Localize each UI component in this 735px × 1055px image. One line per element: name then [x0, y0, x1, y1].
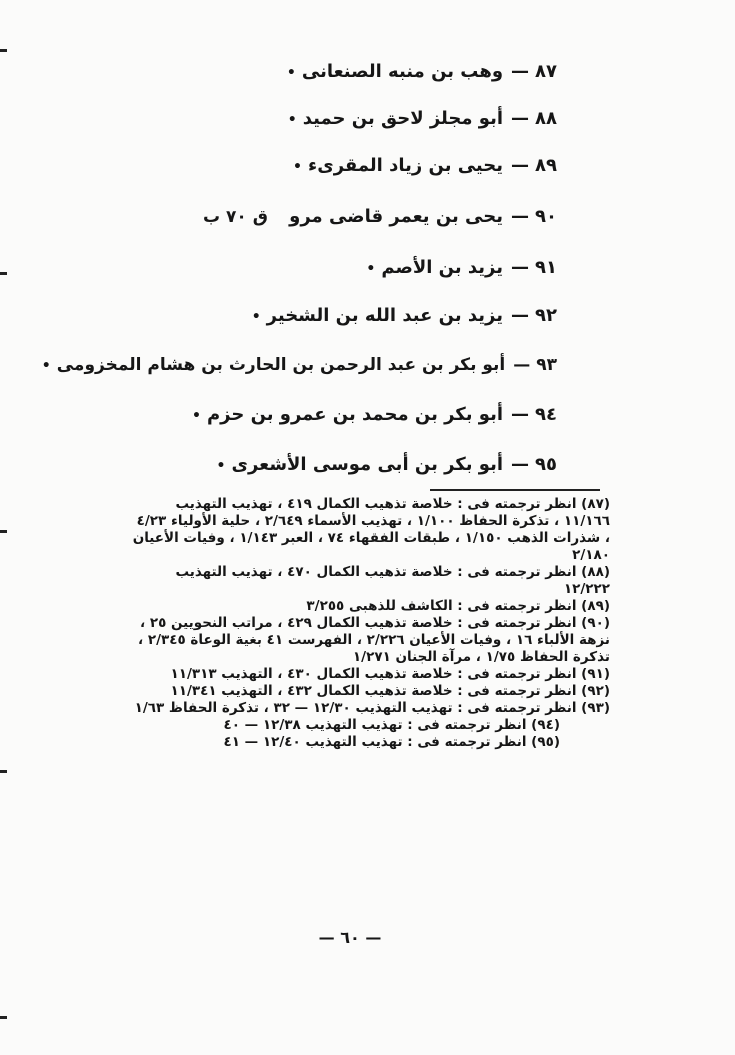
entry-dash: —	[511, 155, 530, 176]
list-item	[288, 107, 557, 132]
entry-end-mark: •	[251, 309, 261, 325]
footnote: (٩٣) انظر ترجمته فى : تهذيب التهذيب ١٢/٣٠ — ٣٢ ، تذكرة الحفاظ ١/٦٣	[134, 700, 610, 716]
list-item	[192, 403, 557, 428]
entry-number: ٨٩	[535, 155, 557, 176]
footnote: (٩٤) انظر ترجمته فى : تهذيب التهذيب ١٢/٣٨ — ٤٠	[223, 717, 560, 733]
list-item	[42, 353, 557, 378]
entry-name: يزيد بن الأصم	[381, 257, 504, 278]
list-item	[287, 60, 557, 85]
list-item	[366, 256, 557, 281]
entry-name: أبو بكر بن عبد الرحمن بن الحارث بن هشام المخزومى	[56, 355, 506, 375]
footnotes	[130, 496, 610, 751]
entry-end-mark: •	[41, 358, 51, 374]
entry-number: ٩٢	[535, 305, 557, 326]
entry-end-mark: •	[366, 261, 376, 277]
entry-number: ٩١	[535, 257, 557, 278]
footnote: (٩٠) انظر ترجمته فى : خلاصة تذهيب الكمال ٤٢٩ ، مراتب النحويين ٢٥ ، نزهة الألباء ١٦ ، وفيات الأعيان ٢/٢٢٦ ، الفهرست ٤١ بغية الوعاة ٢/٣٤٥ ، تذكرة الحفاظ ١/٧٥ ، مرآة الجنان ١/٢٧١	[137, 615, 610, 665]
page-number: — ٦٠ —	[318, 928, 382, 947]
scan-edge-mark	[0, 49, 7, 52]
entry-name: أبو بكر بن محمد بن عمرو بن حزم	[206, 404, 504, 425]
scan-edge-mark	[0, 530, 7, 533]
entry-dash: —	[511, 61, 530, 82]
entry-dash: —	[511, 257, 530, 278]
entry-name: أبو مجلز لاحق بن حميد	[302, 108, 504, 129]
entry-end-mark: •	[287, 112, 297, 128]
entry-name: يزيد بن عبد الله بن الشخير	[266, 305, 504, 326]
entry-number: ٩٤	[535, 404, 557, 425]
footnote: (٨٧) انظر ترجمته فى : خلاصة تذهيب الكمال ٤١٩ ، تهذيب التهذيب ١١/١٦٦ ، تذكرة الحفاظ ١/١٠٠ ، تهذيب الأسماء ٢/٦٤٩ ، حلية الأولياء ٤/٢٣ ، شذرات الذهب ١/١٥٠ ، طبقات الفقهاء ٧٤ ، العبر ١/١٤٣ ، وفيات الأعيان ٢/١٨٠	[132, 496, 610, 563]
footnote: (٩١) انظر ترجمته فى : خلاصة تذهيب الكمال ٤٣٠ ، التهذيب ١١/٣١٣	[170, 666, 610, 682]
entry-end-mark: •	[216, 458, 226, 474]
list-item	[252, 304, 557, 329]
entry-dash: —	[513, 355, 531, 375]
entry-end-mark: •	[191, 408, 201, 424]
footnote: (٨٨) انظر ترجمته فى : خلاصة تذهيب الكمال ٤٧٠ ، تهذيب التهذيب ١٢/٢٢٢	[175, 564, 610, 597]
entry-number: ٨٧	[535, 61, 557, 82]
scan-edge-mark	[0, 1016, 7, 1019]
entry-number: ٩٣	[536, 355, 557, 375]
entry-name: يحيى بن زياد المقرىء	[308, 155, 504, 176]
list-item	[217, 453, 557, 478]
entry-name: أبو بكر بن أبى موسى الأشعرى	[231, 454, 504, 475]
entry-end-mark: •	[286, 65, 296, 81]
list-item	[293, 154, 557, 179]
footnote: (٨٩) انظر ترجمته فى : الكاشف للذهبى ٣/٢٥٥	[306, 598, 610, 614]
footnote: (٩٥) انظر ترجمته فى : تهذيب التهذيب ١٢/٤٠ — ٤١	[223, 734, 560, 750]
entry-name: يحى بن يعمر قاضى مرو	[289, 206, 504, 227]
entry-number: ٨٨	[535, 108, 557, 129]
footnote: (٩٢) انظر ترجمته فى : خلاصة تذهيب الكمال ٤٣٢ ، التهذيب ١١/٣٤١	[170, 683, 610, 699]
entry-dash: —	[511, 404, 530, 425]
entry-dash: —	[511, 206, 530, 227]
entry-dash: —	[511, 108, 530, 129]
scan-edge-mark	[0, 272, 7, 275]
manuscript-folio-ref: ق ٧٠ ب	[203, 207, 268, 227]
list-item	[283, 205, 557, 230]
entry-dash: —	[511, 454, 530, 475]
entry-end-mark: •	[293, 159, 302, 175]
entry-name: وهب بن منبه الصنعانى	[301, 61, 504, 82]
footnote-separator	[430, 489, 600, 491]
scan-edge-mark	[0, 770, 7, 773]
entry-number: ٩٥	[535, 454, 557, 475]
entry-dash: —	[511, 305, 530, 326]
entry-number: ٩٠	[535, 206, 557, 227]
